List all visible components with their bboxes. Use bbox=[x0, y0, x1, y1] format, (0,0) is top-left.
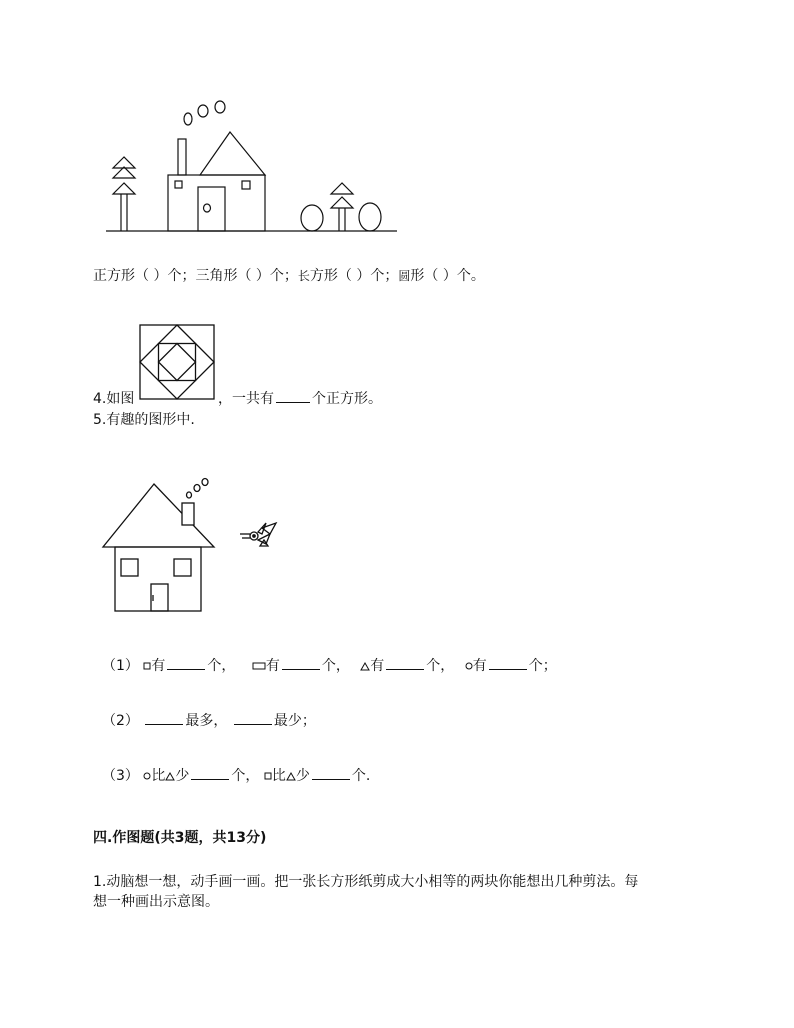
q5-2-a: 最多， bbox=[185, 713, 228, 729]
window-right-square bbox=[174, 559, 191, 576]
q3-rect-char: 长 bbox=[297, 269, 310, 283]
smoke-circle-2 bbox=[198, 105, 208, 117]
q5-1-blank-rect[interactable] bbox=[282, 657, 320, 670]
q5-1-b: 个， bbox=[207, 658, 236, 674]
q5-3-a: 比 bbox=[151, 768, 166, 784]
q5-3-blank-2[interactable] bbox=[312, 767, 350, 780]
smoke-circle-3 bbox=[215, 101, 225, 113]
q5-line2 bbox=[102, 712, 316, 730]
q3-triangle-label: 三角形（ ）个； bbox=[195, 268, 298, 284]
q5-1-a: 有 bbox=[151, 658, 166, 674]
q5-3-e: 少 bbox=[295, 768, 310, 784]
door-knob bbox=[204, 204, 211, 212]
q5-3-d: 比 bbox=[271, 768, 286, 784]
q5-1-h: 个； bbox=[528, 658, 557, 674]
smoke-small-2 bbox=[194, 485, 200, 492]
q5-1-e: 有 bbox=[370, 658, 385, 674]
rectangle-icon bbox=[252, 662, 266, 670]
q5-1-g: 有 bbox=[472, 658, 487, 674]
q5-line1 bbox=[102, 657, 557, 675]
q3-rect-label: 方形（ ）个； bbox=[309, 268, 399, 284]
q4-middle: ，一共有 bbox=[218, 391, 274, 407]
q3-circle-label: 形（ ）个。 bbox=[410, 268, 485, 284]
q5-title: 5.有趣的图形中. bbox=[93, 412, 195, 428]
tree-right-icon bbox=[331, 183, 353, 231]
q5-3-f: 个. bbox=[351, 768, 371, 784]
draw-q1-line2: 想一种画出示意图。 bbox=[93, 894, 219, 910]
house-body-rect bbox=[115, 547, 201, 611]
q5-2-num: （2） bbox=[102, 713, 139, 729]
q5-1-blank-triangle[interactable] bbox=[386, 657, 424, 670]
q4-line bbox=[93, 390, 134, 408]
q3-circle-char: 圆 bbox=[398, 269, 411, 283]
q5-1-blank-square[interactable] bbox=[167, 657, 205, 670]
triangle-icon bbox=[165, 772, 175, 781]
q5-1-f: 个， bbox=[426, 658, 455, 674]
draw-q1-line1: 1.动脑想一想，动手画一画。把一张长方形纸剪成大小相等的两块你能想出几种剪法。每 bbox=[93, 874, 639, 890]
q4-suffix: 个正方形。 bbox=[312, 391, 382, 407]
q3-line bbox=[93, 267, 485, 285]
q5-3-c: 个， bbox=[231, 768, 260, 784]
window-left-square bbox=[121, 559, 138, 576]
smoke-small-1 bbox=[187, 492, 192, 498]
q5-3-b: 少 bbox=[175, 768, 190, 784]
q5-house-figure bbox=[100, 474, 290, 614]
q4-blank[interactable] bbox=[276, 390, 310, 403]
q5-1-blank-circle[interactable] bbox=[489, 657, 527, 670]
bush-left bbox=[301, 205, 323, 231]
chimney-rect bbox=[182, 503, 194, 525]
q5-line3 bbox=[102, 767, 370, 785]
q5-3-blank-1[interactable] bbox=[191, 767, 229, 780]
square-icon bbox=[264, 772, 272, 780]
house-scene-figure bbox=[100, 95, 400, 235]
window-right bbox=[242, 181, 250, 189]
chimney bbox=[178, 139, 186, 175]
tree-left-icon bbox=[113, 157, 135, 231]
q4-line-rest bbox=[218, 390, 382, 408]
q3-square-label: 正方形（ ）个； bbox=[93, 268, 196, 284]
q5-1-d: 个， bbox=[321, 658, 350, 674]
door bbox=[198, 187, 225, 231]
nested-squares-figure bbox=[139, 324, 215, 400]
q5-1-num: （1） bbox=[102, 658, 139, 674]
triangle-icon bbox=[360, 662, 370, 671]
bush-right bbox=[359, 203, 381, 231]
q5-1-c: 有 bbox=[265, 658, 280, 674]
q4-prefix: 4.如图 bbox=[93, 391, 135, 407]
house-roof bbox=[200, 132, 265, 175]
window-left bbox=[175, 181, 182, 188]
q5-2-blank-least[interactable] bbox=[234, 712, 272, 725]
q5-2-blank-most[interactable] bbox=[145, 712, 183, 725]
section4-heading: 四.作图题(共3题，共13分) bbox=[93, 830, 267, 846]
smoke-circle-1 bbox=[184, 113, 192, 125]
roof-triangle bbox=[103, 484, 214, 547]
bird-icon bbox=[240, 523, 276, 546]
smoke-small-3 bbox=[202, 479, 208, 486]
triangle-icon bbox=[286, 772, 296, 781]
q5-2-b: 最少； bbox=[273, 713, 316, 729]
circle-icon bbox=[465, 662, 473, 670]
q5-3-num: （3） bbox=[102, 768, 139, 784]
